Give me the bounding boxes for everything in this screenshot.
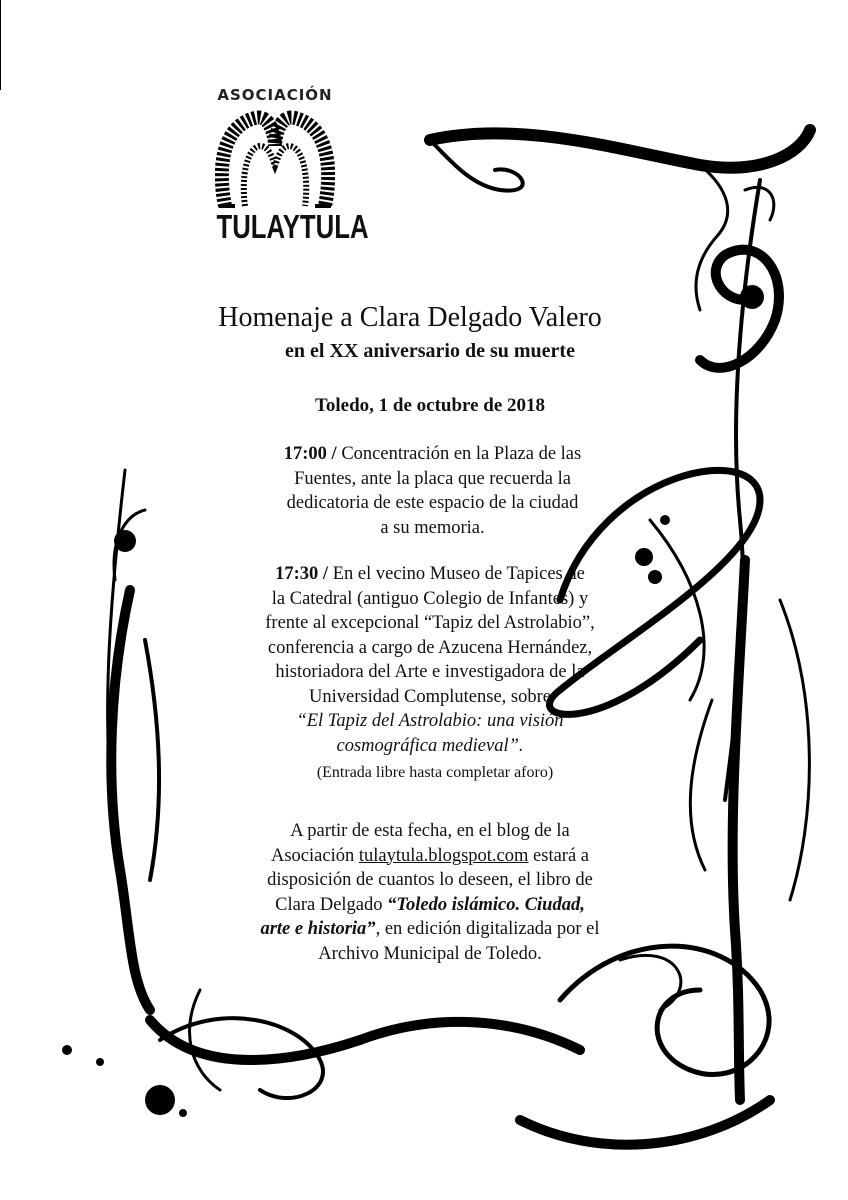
entry-note: (Entrada libre hasta completar aforo)	[316, 764, 554, 781]
closing-line-2a: Asociación	[270, 845, 355, 866]
closing-line-2b: estará a	[533, 845, 590, 866]
closing-line-5b: , en edición digitalizada por el	[375, 919, 600, 939]
event-2-line-6: Universidad Complutense, sobre	[309, 686, 551, 707]
event-2-line-3: frente al excepcional “Tapiz del Astrolabio”,	[265, 613, 595, 633]
event-1-line-3: dedicatoria de este espacio de la ciudad	[286, 493, 579, 513]
horseshoe-arch-icon	[215, 106, 335, 210]
event-date: Toledo, 1 de octubre de 2018	[314, 395, 546, 416]
lecture-title-line-2: cosmográfica medieval”.	[336, 735, 524, 756]
page-subtitle: en el XX aniversario de su muerte	[285, 340, 575, 362]
book-title-part-1: “Toledo islámico. Ciudad,	[387, 894, 585, 915]
event-1	[205, 442, 660, 540]
closing-line-1: A partir de esta fecha, en el blog de la	[290, 821, 570, 841]
closing-line-3: disposición de cuantos lo deseen, el libro de	[267, 870, 593, 890]
logo-top-text: ASOCIACIÓN	[217, 86, 333, 104]
event-2-line-5: historiadora del Arte e investigadora de la	[275, 662, 585, 682]
closing-line-4a: Clara Delgado	[275, 894, 383, 915]
event-1-line-4: a su memoria.	[380, 517, 485, 538]
logo-bottom-text: TULAYTULA	[216, 208, 369, 245]
event-2-line-1: En el vecino Museo de Tapices de	[332, 564, 585, 584]
blog-link[interactable]: tulaytula.blogspot.com	[358, 845, 529, 866]
association-logo	[200, 86, 369, 246]
book-title-part-2: arte e historia”	[260, 919, 376, 939]
closing-line-6: Archivo Municipal de Toledo.	[318, 943, 542, 964]
event-2-line-2: la Catedral (antiguo Colegio de Infantes) y	[271, 588, 589, 609]
event-1-line-2: Fuentes, ante la placa que recuerda la	[294, 468, 571, 489]
closing-paragraph	[190, 819, 670, 966]
event-1-time: 17:00 /	[283, 444, 337, 464]
event-2-line-4: conferencia a cargo de Azucena Hernández,	[267, 637, 593, 658]
event-2-time: 17:30 /	[275, 564, 329, 584]
event-2	[190, 562, 670, 758]
event-1-line-1: Concentración en la Plaza de las	[341, 444, 582, 464]
lecture-title-line-1: “El Tapiz del Astrolabio: una visión	[296, 711, 564, 731]
page-title: Homenaje a Clara Delgado Valero	[218, 302, 602, 333]
